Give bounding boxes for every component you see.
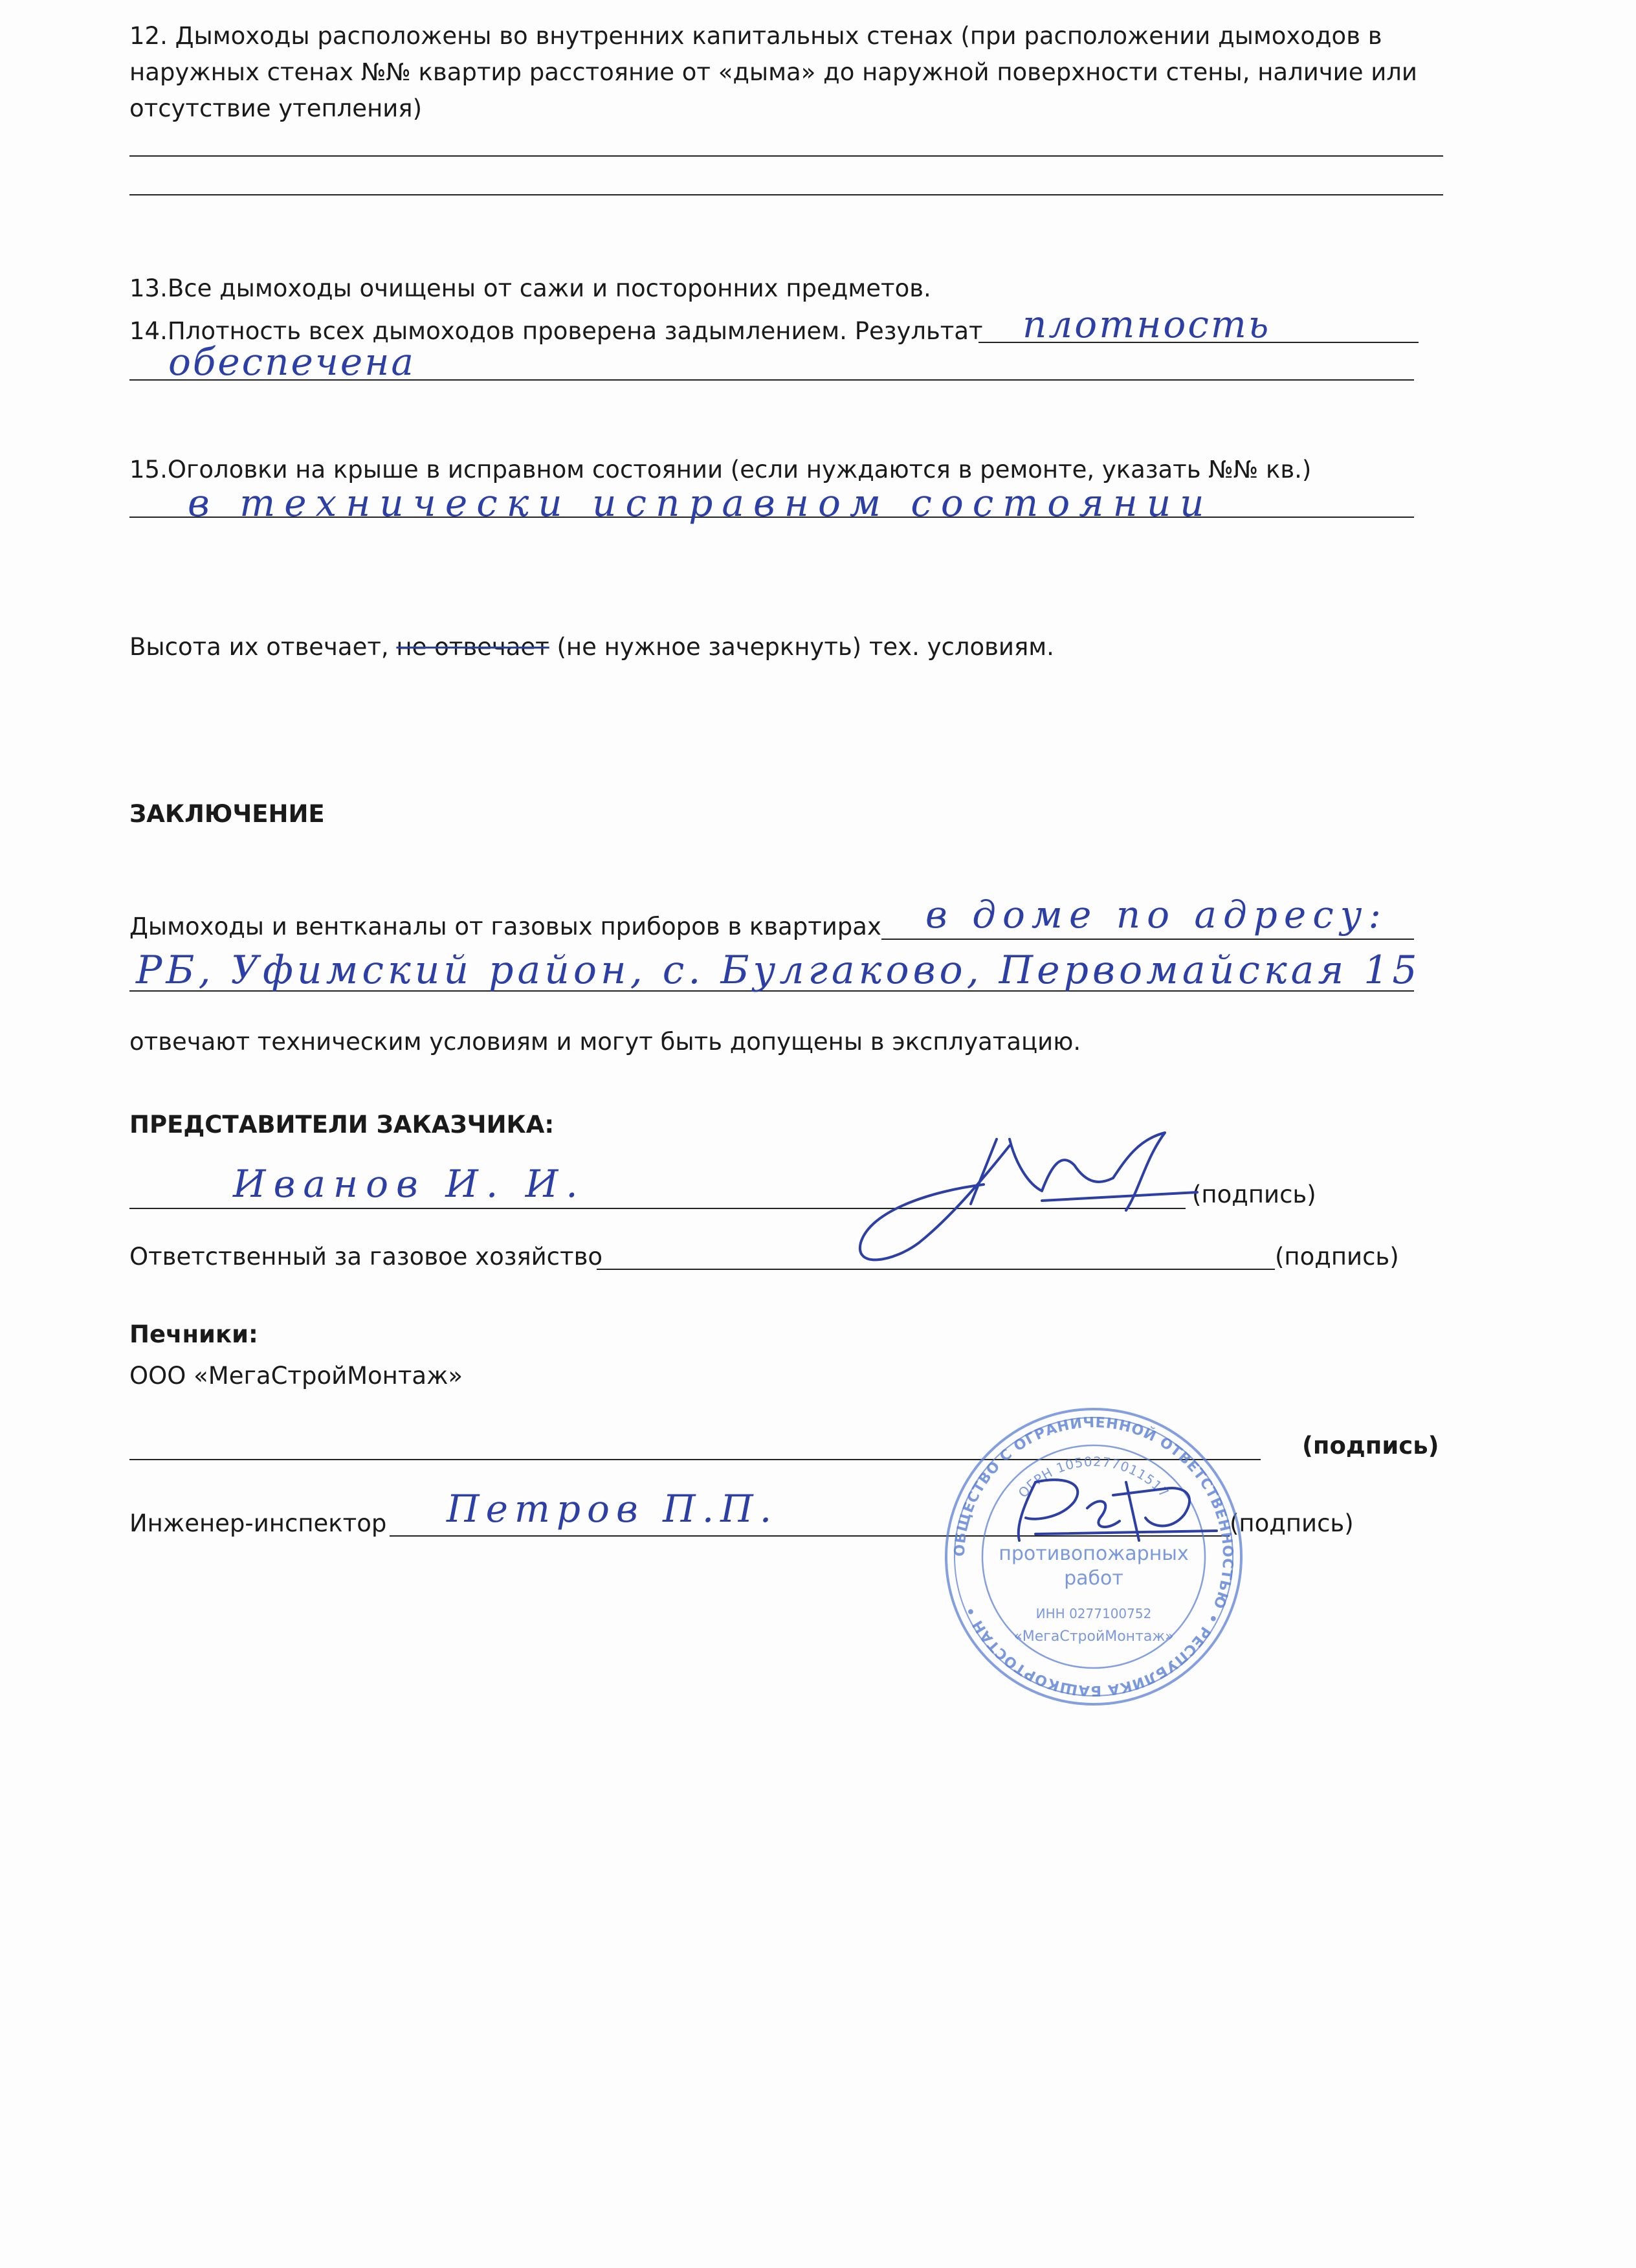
conclusion-tail: отвечают техническим условиям и могут быть допущены в эксплуатацию.: [129, 1028, 1081, 1056]
item12-line2: наружных стенах №№ квартир расстояние от «дыма» до наружной поверхности стены, наличие или: [129, 58, 1417, 86]
item13-text: 13.Все дымоходы очищены от сажи и посторонних предметов.: [129, 274, 931, 302]
height-struck-option: не отвечает: [396, 633, 549, 661]
height-part2: (не нужное зачеркнуть) тех. условиям.: [549, 633, 1054, 661]
customer-sign-label: (подпись): [1192, 1181, 1316, 1208]
stovers-heading: Печники:: [129, 1320, 258, 1348]
inspector-label: Инженер-инспектор: [129, 1509, 387, 1537]
customer-handwritten-name: Иванов И. И.: [233, 1162, 586, 1206]
item14-label: 14.Плотность всех дымоходов проверена задымлением. Результат: [129, 317, 983, 345]
conclusion-label: Дымоходы и вентканалы от газовых приборов в квартирах: [129, 913, 881, 940]
conclusion-handwritten-1: в доме по адресу:: [925, 893, 1387, 937]
item15-label: 15.Оголовки на крыше в исправном состоянии (если нуждаются в ремонте, указать №№ кв.): [129, 456, 1312, 484]
item12-line1: 12. Дымоходы расположены во внутренних капитальных стенах (при расположении дымоходов в: [129, 22, 1382, 50]
customer-heading: ПРЕДСТАВИТЕЛИ ЗАКАЗЧИКА:: [129, 1111, 555, 1139]
stamp-bottom-text: «МегаСтройМонтаж»: [1013, 1629, 1174, 1645]
item14-handwritten-1: плотность: [1022, 302, 1271, 346]
item12-line3: отсутствие утепления): [129, 94, 423, 122]
customer-signature-icon: [860, 1133, 1197, 1260]
stovers-company: ООО «МегаСтройМонтаж»: [129, 1362, 463, 1390]
gas-responsible-sign-label: (подпись): [1275, 1243, 1399, 1271]
stamp-outer-text: ОБЩЕСТВО С ОГРАНИЧЕННОЙ ОТВЕТСТВЕННОСТЬЮ • РЕСПУБЛИКА БАШКОРТОСТАН •: [951, 1414, 1236, 1699]
inspector-signature-icon: [1019, 1480, 1217, 1540]
stovers-sign-label: (подпись): [1302, 1432, 1439, 1460]
item15-handwritten: в технически исправном состоянии: [188, 481, 1213, 525]
stamp-ogrn: ОГРН 1050277011517: [1015, 1453, 1173, 1501]
conclusion-handwritten-2: РБ, Уфимский район, с. Булгаково, Первомайская 15: [136, 948, 1421, 993]
gas-responsible-label: Ответственный за газовое хозяйство: [129, 1243, 603, 1271]
inspector-sign-label: (подпись): [1230, 1509, 1354, 1537]
stamp-center-line2: работ: [1064, 1567, 1123, 1590]
height-part1: Высота их отвечает,: [129, 633, 397, 661]
item14-handwritten-2: обеспечена: [168, 340, 415, 384]
inspector-handwritten-name: Петров П.П.: [447, 1487, 779, 1531]
stamp-inn: ИНН 0277100752: [1035, 1606, 1152, 1621]
stamp-center-line1: противопожарных: [999, 1542, 1189, 1565]
conclusion-heading: ЗАКЛЮЧЕНИЕ: [129, 800, 325, 828]
